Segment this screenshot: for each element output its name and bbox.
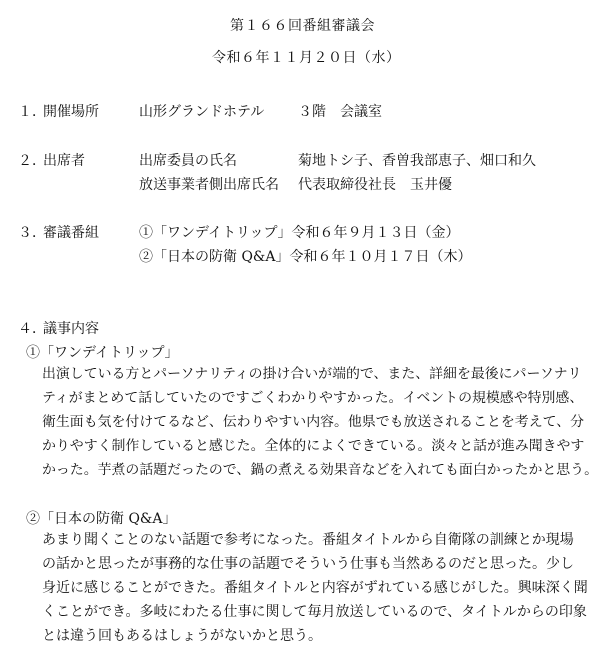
body-line: ティがまとめて話していたのですごくわかりやすかった。イベントの規模感や特別感、 — [42, 390, 584, 406]
proceeding-body — [42, 528, 588, 648]
members-label: 出席委員の氏名 — [139, 153, 237, 169]
section-2-number: ２． — [18, 153, 46, 169]
meeting-date: 令和６年１１月２０日（水） — [212, 50, 401, 66]
broadcaster-name: 代表取締役社長 玉井優 — [298, 177, 452, 193]
proceeding-heading: ①「ワンデイトリップ」 — [26, 345, 179, 361]
document-title: 第１６６回番組審議会 — [230, 18, 375, 34]
program-item: ②「日本の防衛 Q&A」令和６年１０月１７日（木） — [139, 249, 472, 265]
body-line: かった。芋煮の話題だったので、鍋の煮える効果音などを入れても面白かったかと思う。 — [42, 462, 598, 478]
venue-room: ３階 会議室 — [298, 104, 382, 120]
program-item: ①「ワンデイトリップ」令和６年９月１３日（金） — [139, 225, 460, 241]
section-4-label: 議事内容 — [43, 321, 99, 337]
section-3-label: 審議番組 — [43, 225, 99, 241]
body-line: くことができ。多岐にわたる仕事に関して毎月放送しているので、タイトルからの印象 — [42, 604, 587, 620]
body-line: 衛生面も気を付けてるなど、伝わりやすい内容。他県でも放送されることを考えて、分 — [42, 414, 585, 430]
proceeding-heading: ②「日本の防衛 Q&A」 — [26, 511, 177, 527]
section-4-number: ４． — [18, 321, 46, 337]
body-line: かりやすく制作していると感じた。全体的によくできている。淡々と話が進み聞きやす — [42, 438, 585, 454]
section-1-number: １． — [18, 104, 46, 120]
members-names: 菊地トシ子、香曽我部恵子、畑口和久 — [298, 153, 536, 169]
section-2-label: 出席者 — [43, 153, 85, 169]
body-line: 出演している方とパーソナリティの掛け合いが端的で、また、詳細を最後にパーソナリ — [42, 366, 582, 382]
broadcaster-label: 放送事業者側出席氏名 — [139, 177, 279, 193]
section-1-label: 開催場所 — [43, 104, 99, 120]
section-3-number: ３． — [18, 225, 46, 241]
body-line: とは違う回もあるはしょうがないかと思う。 — [42, 628, 322, 644]
body-line: 身近に感じることができた。番組タイトルと内容がずれている感じがした。興味深く聞 — [42, 580, 588, 596]
body-line: の話かと思ったが事務的な仕事の話題でそういう仕事も当然あるのだと思った。少し — [42, 556, 574, 572]
proceeding-body — [42, 362, 598, 482]
body-line: あまり聞くことのない話題で参考になった。番組タイトルから自衛隊の訓練とか現場 — [42, 532, 574, 548]
venue-place: 山形グランドホテル — [139, 104, 265, 120]
